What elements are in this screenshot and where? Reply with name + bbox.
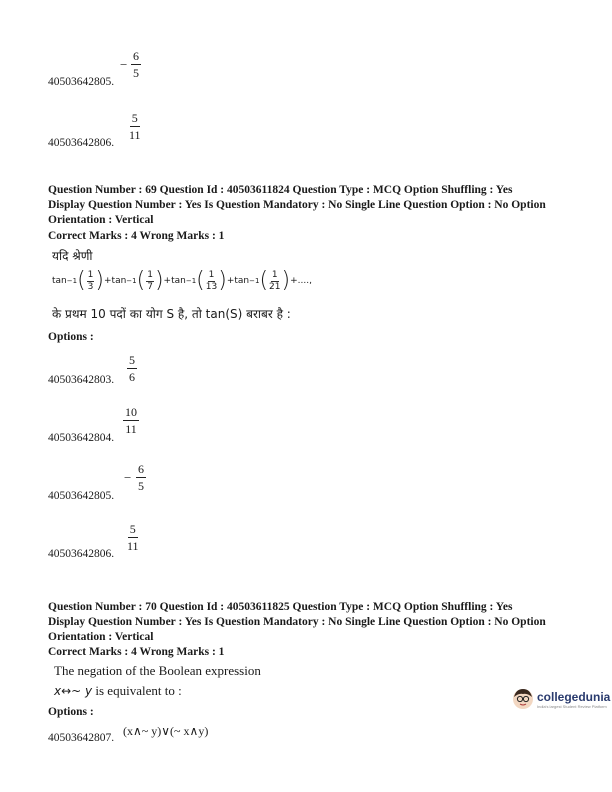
option-id: 40503642805. — [48, 490, 115, 502]
boolean-expression: x↔~ y — [54, 684, 93, 698]
option-fraction: $\frac{5}{11}$ — [127, 522, 139, 553]
negative-sign: − — [120, 57, 128, 72]
options-label: Options : — [48, 706, 94, 718]
negative-sign: − — [124, 470, 132, 485]
question-69-series: tan −1 ( 1 3 ) + tan −1 ( 1 7 ) + tan −1 ( 1 13 ) + tan −1 ( 1 21 ) +...., — [52, 268, 312, 293]
question-70-text-line2: x↔~ y is equivalent to : — [54, 683, 182, 698]
option-id: 40503642803. — [48, 374, 115, 386]
option-fraction: $\frac{5}{11}$ — [129, 111, 141, 142]
series-term: 1 7 — [147, 269, 153, 292]
option-fraction: $\frac{5}{6}$ — [129, 353, 135, 384]
question-70-marks: Correct Marks : 4 Wrong Marks : 1 — [48, 646, 225, 658]
series-term: 1 3 — [87, 269, 94, 292]
option-id: 40503642806. — [48, 548, 115, 560]
option-id: 40503642806. — [48, 137, 115, 149]
option-id: 40503642807. — [48, 732, 115, 744]
mascot-icon — [512, 688, 534, 710]
question-70-text-line1: The negation of the Boolean expression — [54, 663, 261, 678]
option-id: 40503642805. — [48, 76, 115, 88]
question-69-text: के प्रथम 10 पदों का योग S है, तो tan(S) बराबर है : — [52, 307, 291, 321]
question-69-intro: यदि श्रेणी — [52, 249, 93, 263]
options-label: Options : — [48, 331, 94, 343]
option-fraction: $\frac{6}{5}$ — [133, 49, 139, 80]
question-70-meta: Question Number : 70 Question Id : 40503611825 Question Type : MCQ Option Shuffling : Yes Display Question Number : Yes Is Question Mandatory : No Single Line Question Option : No Option Orientation : Vertical — [48, 601, 546, 643]
series-term: 1 13 — [205, 269, 218, 292]
series-term: 1 21 — [269, 269, 281, 292]
option-fraction: $\frac{10}{11}$ — [125, 405, 137, 436]
option-expression: (x∧~ y)∨(~ x∧y) — [123, 724, 209, 738]
question-69-meta: Question Number : 69 Question Id : 40503611824 Question Type : MCQ Option Shuffling : Yes Display Question Number : Yes Is Question Mandatory : No Single Line Question Option : No Option Orientation : Vertical — [48, 184, 546, 226]
option-fraction: $\frac{6}{5}$ — [138, 462, 144, 493]
collegedunia-logo: collegedunia India's largest Student Review Platform — [512, 688, 610, 710]
option-id: 40503642804. — [48, 432, 115, 444]
question-69-marks: Correct Marks : 4 Wrong Marks : 1 — [48, 230, 225, 242]
